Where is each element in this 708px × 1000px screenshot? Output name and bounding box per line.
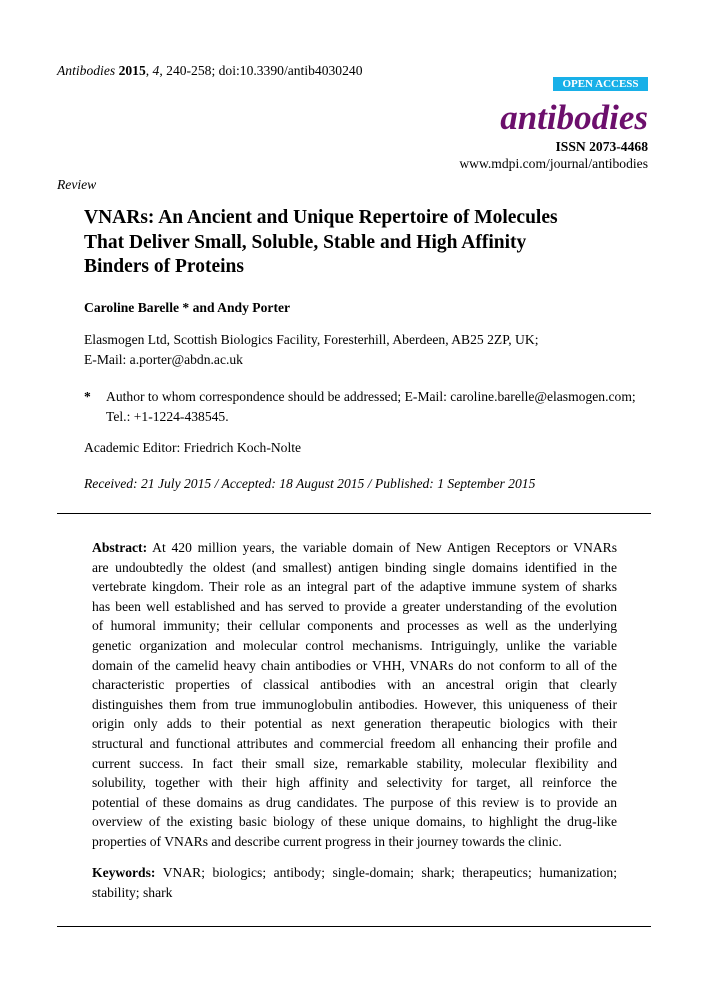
abstract-line: domain of the camelid heavy chain antibodies or VHH, VNARs do not conform to all of the [92,657,617,673]
abstract-line: origin only adds to their potential as next generation therapeutic biologics with their [92,716,617,732]
academic-editor: Academic Editor: Friedrich Koch-Nolte [84,440,302,455]
abstract [92,538,617,852]
authors: Caroline Barelle * and Andy Porter [84,300,291,315]
abstract-line: vertebrate kingdom. Their role as an integral part of the adaptive immune system of sharks [92,579,617,595]
journal-url[interactable]: www.mdpi.com/journal/antibodies [459,156,648,171]
affiliation [84,330,538,370]
publication-dates: Received: 21 July 2015 / Accepted: 18 August 2015 / Published: 1 September 2015 [84,476,536,491]
keywords-label: Keywords: [92,865,156,880]
abstract-line: structural and functional attributes and commercial freedom all enhancing their profile and [92,735,617,751]
abstract-line: of humoral immunity; their cellular components and processes as well as the underlying [92,618,617,634]
issn: ISSN 2073-4468 [555,139,648,154]
journal-logo: antibodies [500,98,648,137]
keywords-line [92,863,617,883]
citation-header: Antibodies 2015, 4, 240-258; doi:10.3390/antib4030240 [57,63,363,78]
keywords [92,863,617,903]
affiliation-email[interactable]: E-Mail: a.porter@abdn.ac.uk [84,352,243,367]
abstract-line [92,538,617,558]
abstract-label: Abstract: [92,540,148,555]
abstract-line: characteristic properties of classical antibodies with an ancestral origin that clearly [92,677,617,693]
correspondence [84,387,636,427]
keywords-line: stability; shark [92,885,173,900]
abstract-line: has been well established and has served to provide a greater understanding of the evolution [92,598,617,614]
divider-top [57,513,651,514]
abstract-line: solubility, together with their high affinity and selectivity for target, all reinforce the [92,775,617,791]
article-title [84,206,558,280]
year: 2015 [118,63,146,78]
abstract-line: potential of these domains as drug candidates. The purpose of this review is to provide an [92,794,617,810]
abstract-line: are undoubtedly the oldest (and smallest) antigen binding single domains identified in the [92,559,617,575]
open-access-badge: OPEN ACCESS [553,77,648,91]
abstract-line: distinguishes them from true immunoglobulin antibodies. However, this uniqueness of their [92,696,617,712]
divider-bottom [57,926,651,927]
abstract-line: genetic organization and molecular control mechanisms. Intriguingly, unlike the variable [92,637,617,653]
article-type: Review [57,177,97,192]
asterisk-mark: * [84,389,91,404]
abstract-text: At 420 million years, the variable domain of New Antigen Receptors or VNARs [147,540,617,555]
journal-name: Antibodies [57,63,116,78]
abstract-line: properties of VNARs and describe current progress in their journey towards the clinic. [92,833,562,849]
pages-doi: , 240-258; doi:10.3390/antib4030240 [159,63,363,78]
title-line: Binders of Proteins [84,256,244,277]
affiliation-line: Elasmogen Ltd, Scottish Biologics Facility, Foresterhill, Aberdeen, AB25 2ZP, UK; [84,332,539,347]
volume: 4 [152,63,160,78]
correspondence-line: Tel.: +1-1224-438545. [106,409,229,424]
abstract-line: overview of the existing basic biology of these unique domains, to highlight the drug-like [92,814,617,830]
title-line: That Deliver Small, Soluble, Stable and High Affinity [84,231,527,253]
keywords-text: VNAR; biologics; antibody; single-domain; shark; therapeutics; humanization; [155,865,617,880]
abstract-line: current success. In fact their small size, remarkable stability, molecular flexibility and [92,755,617,771]
correspondence-line: Author to whom correspondence should be addressed; E-Mail: caroline.barelle@elasmogen.com; [106,389,636,404]
title-line: VNARs: An Ancient and Unique Repertoire of Molecules [84,207,558,228]
